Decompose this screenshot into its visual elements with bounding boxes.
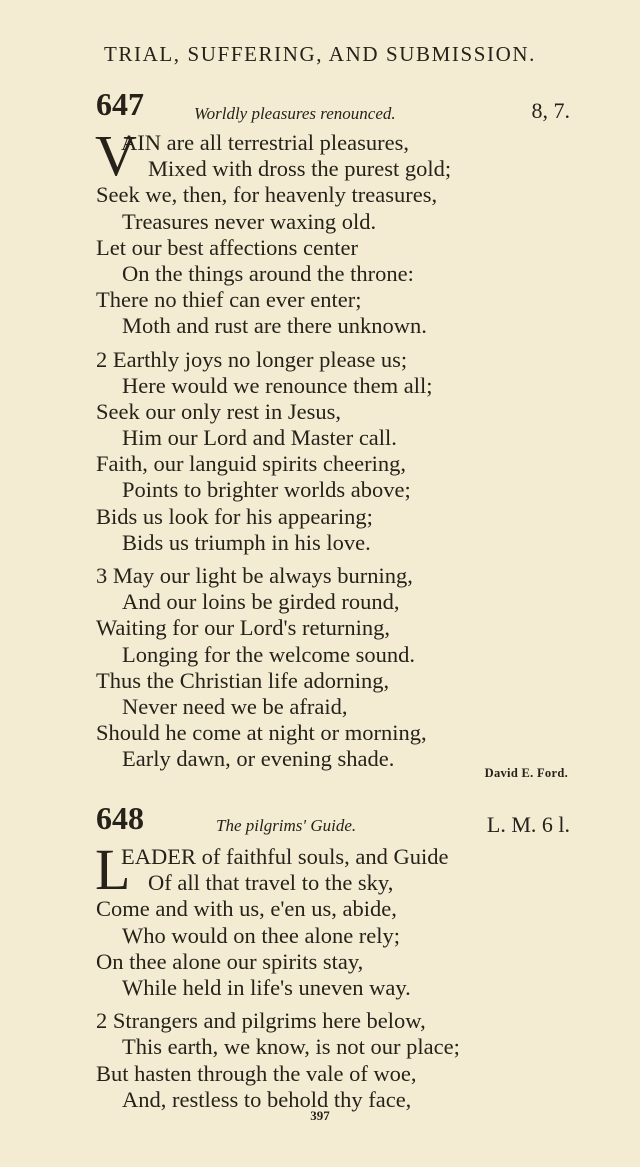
stanza-2 — [96, 1008, 576, 1113]
verse-line: Never need we be afraid, — [122, 693, 348, 719]
verse-line: But hasten through the vale of woe, — [96, 1060, 417, 1086]
hymn-title: Worldly pleasures renounced. — [194, 104, 396, 123]
verse-line: Let our best affections center — [96, 234, 358, 260]
verse-line: Waiting for our Lord's returning, — [96, 615, 391, 641]
stanza-3 — [96, 563, 576, 773]
running-head: TRIAL, SUFFERING, AND SUBMISSION. — [103, 42, 537, 66]
hymn-author: David E. Ford. — [484, 766, 568, 780]
verse-line: And our loins be girded round, — [122, 589, 400, 615]
verse-line: This earth, we know, is not our place; — [122, 1034, 460, 1060]
verse-line: Of all that travel to the sky, — [148, 870, 394, 896]
verse-line: Bids us triumph in his love. — [122, 529, 371, 555]
hymn-number: 648 — [96, 800, 144, 836]
verse-line: While held in life's uneven way. — [122, 974, 411, 1000]
verse-line: AIN are all terrestrial pleasures, — [121, 130, 409, 155]
drop-cap: V — [95, 123, 137, 188]
verse-line: On thee alone our spirits stay, — [96, 948, 364, 974]
hymn-meter: 8, 7. — [531, 98, 570, 123]
verse-line: Moth and rust are there unknown. — [122, 313, 427, 339]
verse-line: Points to brighter worlds above; — [122, 477, 411, 503]
verse-line: Mixed with dross the purest gold; — [148, 156, 452, 182]
verse-line: 2 Earthly joys no longer please us; — [96, 346, 408, 372]
verse-line: Longing for the welcome sound. — [122, 641, 416, 667]
drop-cap: L — [95, 837, 131, 902]
hymn-647 — [96, 86, 576, 780]
page-number: 397 — [310, 1108, 330, 1123]
verse-line: 2 Strangers and pilgrims here below, — [96, 1008, 426, 1034]
verse-line: On the things around the throne: — [122, 260, 414, 286]
verse-line: Early dawn, or evening shade. — [122, 746, 395, 772]
hymn-title: The pilgrims' Guide. — [216, 816, 357, 835]
verse-line: Here would we renounce them all; — [122, 372, 433, 398]
verse-line: 3 May our light be always burning, — [96, 563, 413, 588]
verse-line: Thus the Christian life adorning, — [96, 667, 390, 693]
verse-line: EADER of faithful souls, and Guide — [121, 844, 449, 869]
verse-line: Should he come at night or morning, — [96, 720, 427, 746]
stanza-2 — [96, 347, 576, 557]
verse-line: Bids us look for his appearing; — [96, 503, 373, 529]
verse-line: Who would on thee alone rely; — [122, 922, 401, 948]
stanza-1 — [95, 123, 576, 340]
verse-line: And, restless to behold thy face, — [122, 1086, 412, 1112]
hymn-header — [96, 86, 576, 130]
hymn-header — [96, 800, 576, 844]
verse-line: There no thief can ever enter; — [96, 287, 362, 313]
verse-line: Seek we, then, for heavenly treasures, — [96, 182, 438, 208]
verse-line: Seek our only rest in Jesus, — [96, 398, 341, 424]
verse-line: Him our Lord and Master call. — [122, 425, 397, 451]
hymn-meter: L. M. 6 l. — [486, 812, 570, 837]
hymn-number: 647 — [96, 86, 144, 122]
verse-line: Faith, our languid spirits cheering, — [96, 451, 406, 477]
hymn-648 — [96, 800, 576, 1120]
stanza-1 — [95, 837, 576, 1001]
verse-line: Treasures never waxing old. — [122, 208, 377, 234]
verse-line: Come and with us, e'en us, abide, — [96, 896, 397, 922]
